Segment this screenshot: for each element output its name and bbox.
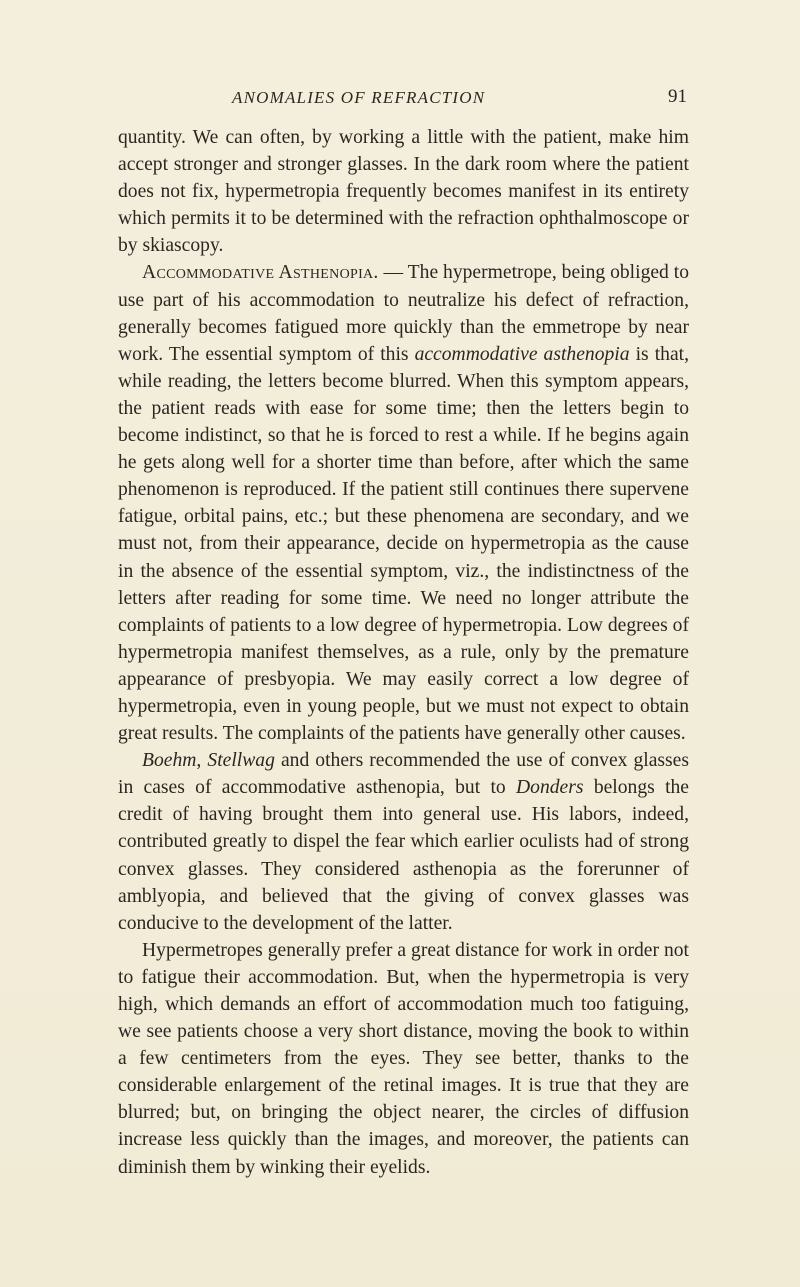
paragraph-3 [118, 747, 689, 937]
author-stellwag: Stellwag [207, 750, 275, 772]
paragraph-2 [118, 259, 689, 747]
paragraph-3-text-b: belongs the credit of having brought them into general use. His labors, indeed, contributed greatly to dispel the fear which earlier oculists had of strong convex glasses. They considered asthenopia as the forerunner of amblyopia, and believed that the giving of convex glasses was conducive to the development of the latter. [118, 777, 690, 934]
paragraph-4-text: Hypermetropes generally prefer a great distance for work in order not to fatigue their accommodation. But, when the hypermetropia is very high, which demands an effort of accommodation much too fatiguing, we see patients choose a very short distance, moving the book to within a few centimeters from the eyes. They see better, thanks to the considerable enlargement of the retinal images. It is true that they are blurred; but, on bringing the object nearer, the circles of diffusion increase less quickly than the images, and moreover, the patients can diminish them by winking their eyelids. [118, 939, 689, 1178]
paragraph-1 [118, 124, 689, 259]
body-text [118, 124, 689, 1181]
paragraph-2-emphasis: accommodative asthenopia [414, 343, 630, 365]
paragraph-2-text-a: — The hypermetrope, being obliged to use part of his accommodation to neutralize his defect of refraction, generally becomes fatigued more quickly than the emmetrope by near work. The essential symptom of this [118, 262, 689, 365]
paragraph-2-text-b: is that, while reading, the letters become blurred. When this symptom appears, the patient reads with ease for some time; then the letters begin to become indistinct, so that he is forced to rest a while. If he begins again he gets along well for a shorter time than before, after which the same phenomenon is reproduced. If the patient still continues there supervene fatigue, orbital pains, etc.; but these phenomena are secondary, and we must not, from their appearance, decide on hypermetropia as the cause in the absence of the essential symptom, viz., the indistinctness of the letters after reading for some time. We need no longer attribute the complaints of patients to a low degree of hypermetropia. Low degrees of hypermetropia manifest themselves, as a rule, only by the premature appearance of presbyopia. We may easily correct a low degree of hypermetropia, even in young people, but we must not expect to obtain great results. The complaints of the patients have generally other causes. [118, 343, 689, 745]
paragraph-1-text: quantity. We can often, by working a little with the patient, make him accept stronger and stronger glasses. In the dark room where the patient does not fix, hypermetropia frequently becomes manifest in its entirety which permits it to be determined with the refraction ophthalmoscope or by skiascopy. [118, 127, 689, 257]
author-boehm: Boehm [142, 750, 197, 772]
section-heading: Accommodative Asthenopia. [142, 262, 379, 284]
paragraph-3-text-a: and others recommended the use of convex glasses in cases of accommodative asthenopia, but to [118, 750, 690, 799]
page-number: 91 [668, 86, 687, 107]
author-donders: Donders [516, 777, 584, 799]
running-title: ANOMALIES OF REFRACTION [232, 88, 486, 107]
paragraph-4 [118, 937, 689, 1181]
running-head [0, 88, 800, 118]
paragraph-3-sep: , [196, 750, 208, 772]
